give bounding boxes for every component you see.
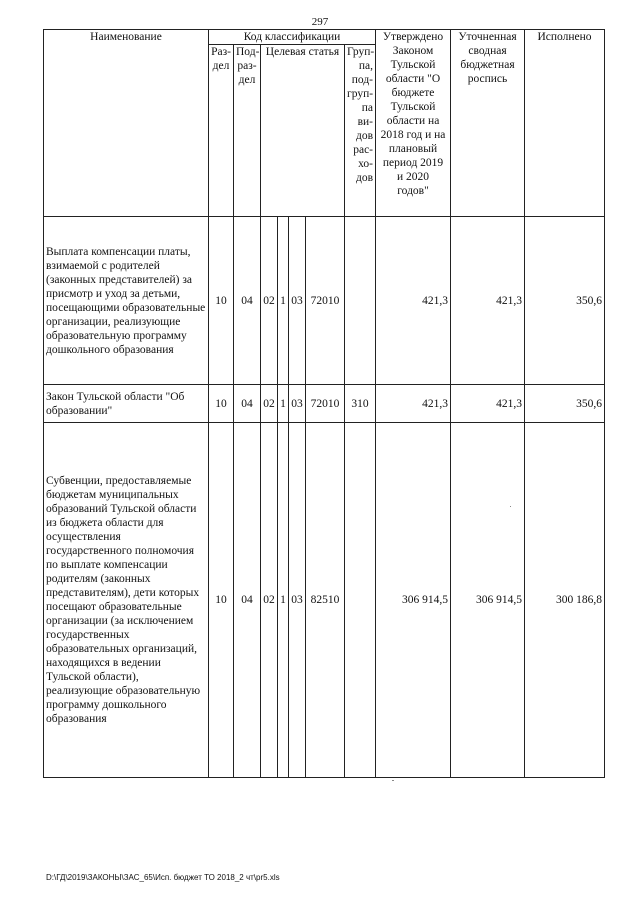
- row-subsection: 04: [234, 385, 261, 423]
- row-executed: 300 186,8: [525, 423, 605, 778]
- header-classification: Код классификации: [209, 30, 376, 45]
- header-target-article: Целевая статья: [261, 45, 345, 217]
- header-expense-group: Груп- па, под- груп- па ви- дов рас- хо- дов: [345, 45, 376, 217]
- scan-speck: [510, 506, 511, 507]
- header-executed: Исполнено: [525, 30, 605, 217]
- row-subsection: 04: [234, 423, 261, 778]
- row-target-4: 82510: [306, 423, 345, 778]
- scan-speck: [392, 780, 394, 781]
- row-target-1: 02: [261, 217, 278, 385]
- header-subsection: Под- раз- дел: [234, 45, 261, 217]
- row-executed: 350,6: [525, 385, 605, 423]
- row-refined: 306 914,5: [451, 423, 525, 778]
- file-path-footer: D:\ГД\2019\ЗАКОНЫ\ЗАС_65\Исп. бюджет ТО 2018_2 чт\pr5.xls: [46, 873, 280, 882]
- row-target-2: 1: [278, 385, 289, 423]
- budget-table: [43, 29, 605, 778]
- row-group: [345, 217, 376, 385]
- row-target-4: 72010: [306, 385, 345, 423]
- row-target-1: 02: [261, 385, 278, 423]
- row-section: 10: [209, 423, 234, 778]
- row-name: Закон Тульской области "Об образовании": [44, 385, 209, 423]
- row-target-2: 1: [278, 217, 289, 385]
- row-name: Выплата компенсации платы, взимаемой с родителей (законных представителей) за присмотр и уход за детьми, посещающими образовательные организации, реализующие образовательную программу дошкольного образования: [44, 217, 209, 385]
- page-number: 297: [311, 16, 329, 28]
- row-target-3: 03: [289, 385, 306, 423]
- row-name: Субвенции, предоставляемые бюджетам муниципальных образований Тульской области из бюджета области для осуществления государственного полномочия по выплате компенсации родителям (законных представителям), дети которых посещают образовательные организации (за исключением государственных образовательных организаций, находящихся в ведении Тульской области), реализующие образовательную программу дошкольного образования: [44, 423, 209, 778]
- table-row: [44, 385, 605, 423]
- row-target-1: 02: [261, 423, 278, 778]
- header-refined: Уточненная сводная бюджетная роспись: [451, 30, 525, 217]
- row-group: [345, 423, 376, 778]
- header-row-1: [44, 30, 605, 45]
- row-section: 10: [209, 217, 234, 385]
- row-target-3: 03: [289, 423, 306, 778]
- row-approved: 421,3: [376, 385, 451, 423]
- row-refined: 421,3: [451, 385, 525, 423]
- row-target-4: 72010: [306, 217, 345, 385]
- table-row: [44, 217, 605, 385]
- header-approved: Утверждено Законом Тульской области "О бюджете Тульской области на 2018 год и на плановый период 2019 и 2020 годов": [376, 30, 451, 217]
- table-row: [44, 423, 605, 778]
- header-name: Наименование: [44, 30, 209, 217]
- row-group: 310: [345, 385, 376, 423]
- header-section: Раз- дел: [209, 45, 234, 217]
- row-subsection: 04: [234, 217, 261, 385]
- row-target-3: 03: [289, 217, 306, 385]
- row-executed: 350,6: [525, 217, 605, 385]
- row-approved: 306 914,5: [376, 423, 451, 778]
- row-refined: 421,3: [451, 217, 525, 385]
- row-approved: 421,3: [376, 217, 451, 385]
- row-section: 10: [209, 385, 234, 423]
- row-target-2: 1: [278, 423, 289, 778]
